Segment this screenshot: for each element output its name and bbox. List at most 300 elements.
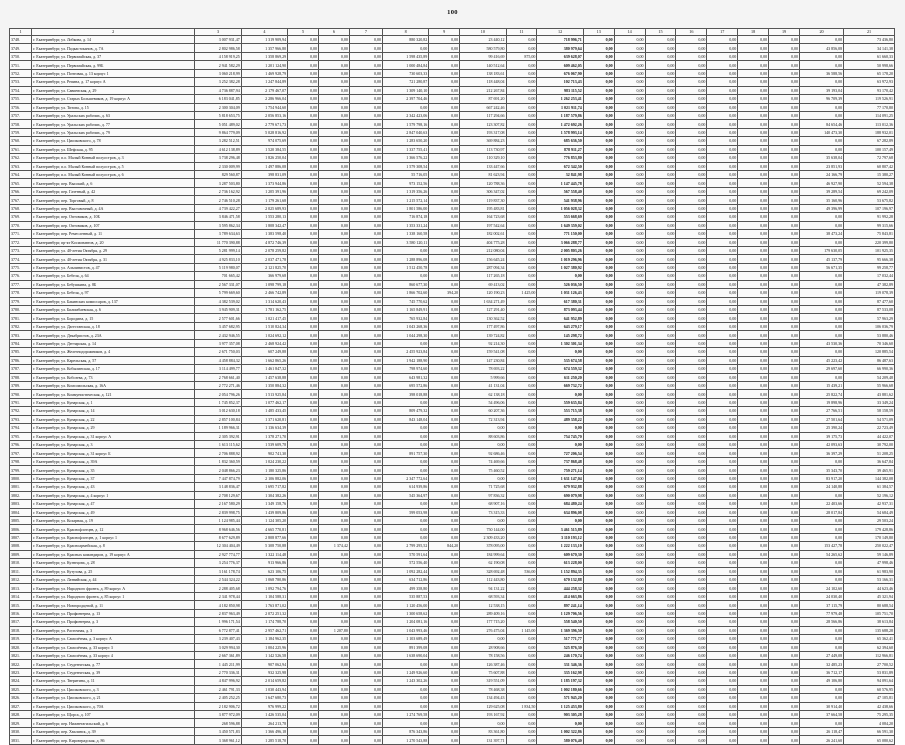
value-cell: 0,00 [614, 508, 645, 516]
value-cell: 609 462,05 [537, 61, 583, 69]
value-cell: 8 677 629,89 [195, 533, 241, 541]
table-row [10, 196, 895, 204]
value-cell: 28 017,84 [799, 508, 843, 516]
value-cell: 0,00 [349, 204, 382, 212]
row-number-cell: 3799. [10, 466, 32, 474]
value-cell: 1 187 579,86 [537, 111, 583, 119]
value-cell: 0,00 [583, 424, 614, 432]
value-cell: 0,00 [288, 69, 319, 77]
value-cell: 0,00 [676, 651, 707, 659]
value-cell: 0,00 [707, 246, 738, 254]
value-cell: 45 321,94 [844, 592, 895, 600]
value-cell: 0,00 [614, 230, 645, 238]
value-cell: 0,00 [645, 95, 676, 103]
value-cell: 0,00 [429, 533, 460, 541]
value-cell: 0,00 [645, 246, 676, 254]
value-cell: 0,00 [769, 432, 800, 440]
value-cell: 0,00 [583, 230, 614, 238]
row-number-cell: 3750. [10, 52, 32, 60]
value-cell: 0,00 [614, 449, 645, 457]
value-cell: 1 553 280,13 [241, 213, 287, 221]
value-cell: 0,00 [349, 272, 382, 280]
value-cell: 0,00 [769, 474, 800, 482]
value-cell: 0,00 [429, 221, 460, 229]
row-number-cell: 3816. [10, 609, 32, 617]
value-cell: 0,00 [769, 651, 800, 659]
value-cell: 0,00 [614, 187, 645, 195]
value-cell: 541 938,96 [537, 196, 583, 204]
row-number-cell: 3818. [10, 626, 32, 634]
value-cell: 0,00 [707, 668, 738, 676]
value-cell: 0,00 [429, 381, 460, 389]
value-cell: 643 981,32 [382, 373, 428, 381]
value-cell: 0,00 [382, 424, 428, 432]
row-number-cell: 3783. [10, 331, 32, 339]
value-cell: 0,00 [738, 230, 769, 238]
value-cell: 27 766,51 [799, 407, 843, 415]
value-cell: 0,00 [645, 255, 676, 263]
value-cell: 0,00 [769, 677, 800, 685]
value-cell: 880 320,82 [382, 36, 428, 44]
value-cell: 0,00 [614, 559, 645, 567]
value-cell: 0,00 [676, 331, 707, 339]
value-cell: 0,00 [614, 702, 645, 710]
value-cell: 1 184 962,35 [241, 635, 287, 643]
value-cell: 0,00 [645, 356, 676, 364]
value-cell: 0,00 [738, 500, 769, 508]
value-cell: 0,00 [614, 137, 645, 145]
value-cell: 0,00 [318, 516, 349, 524]
value-cell: 45 223,42 [799, 356, 843, 364]
value-cell: 0,00 [288, 128, 319, 136]
value-cell: 0,00 [645, 36, 676, 44]
value-cell: 1 314 620,43 [241, 297, 287, 305]
value-cell: 1 027 380,92 [537, 263, 583, 271]
row-number-cell: 3781. [10, 314, 32, 322]
value-cell: 0,00 [288, 255, 319, 263]
address-cell: г. Екатеринбург, ул. Кунарская, д. 14 [32, 407, 195, 415]
value-cell: 1 366 576,22 [382, 154, 428, 162]
value-cell: 36 647,84 [844, 457, 895, 465]
value-cell: 0,00 [707, 263, 738, 271]
value-cell: 0,00 [645, 348, 676, 356]
value-cell: 0,00 [288, 685, 319, 693]
data-table [9, 28, 895, 745]
value-cell: 0,00 [707, 390, 738, 398]
value-cell: 0,00 [429, 69, 460, 77]
value-cell: 0,00 [288, 651, 319, 659]
row-number-cell: 3826. [10, 694, 32, 702]
value-cell: 0,00 [537, 719, 583, 727]
table-row [10, 36, 895, 44]
value-cell: 2 330 009,99 [195, 162, 241, 170]
value-cell: 3 595 862,34 [195, 221, 241, 229]
value-cell: 0,00 [382, 441, 428, 449]
value-cell: 0,00 [318, 533, 349, 541]
address-cell: г. Екатеринбург, ул. Билимбаевская, д. 6 [32, 306, 195, 314]
value-cell: 26 118,47 [799, 727, 843, 735]
value-cell: 75 295,35 [844, 711, 895, 719]
address-cell: г. Екатеринбург, ул. Дагестанская, д. 18 [32, 322, 195, 330]
value-cell: 1 378 271,70 [241, 432, 287, 440]
value-cell: 0,00 [429, 677, 460, 685]
value-cell: 1 247 844,89 [241, 78, 287, 86]
value-cell: 0,00 [738, 711, 769, 719]
value-cell: 0,00 [769, 120, 800, 128]
value-cell: 0,00 [429, 483, 460, 491]
value-cell: 1 024 230,22 [241, 457, 287, 465]
value-cell: 0,00 [506, 145, 537, 153]
value-cell: 0,00 [645, 559, 676, 567]
value-cell: 39 289,54 [799, 187, 843, 195]
row-number-cell: 3769. [10, 213, 32, 221]
value-cell: 0,00 [645, 660, 676, 668]
value-cell: 1 754 944,60 [241, 103, 287, 111]
value-cell: 12 304 404,49 [195, 542, 241, 550]
value-cell: 126 387,46 [460, 660, 506, 668]
value-cell: 1 243 302,26 [382, 677, 428, 685]
value-cell: 0,00 [318, 398, 349, 406]
value-cell: 2 347 772,64 [382, 474, 428, 482]
value-cell: 0,00 [349, 52, 382, 60]
value-cell: 0,00 [349, 466, 382, 474]
value-cell: 1 142 526,58 [241, 651, 287, 659]
value-cell: 0,00 [614, 685, 645, 693]
value-cell: 0,00 [738, 694, 769, 702]
value-cell: 0,00 [506, 111, 537, 119]
value-cell: 68 907,16 [460, 500, 506, 508]
value-cell: 0,00 [707, 542, 738, 550]
value-cell: 0,00 [614, 61, 645, 69]
value-cell: 0,00 [429, 466, 460, 474]
value-cell: 0,00 [583, 322, 614, 330]
value-cell: 0,00 [799, 289, 843, 297]
row-number-cell: 3756. [10, 103, 32, 111]
value-cell: 0,00 [614, 246, 645, 254]
value-cell: 0,00 [614, 289, 645, 297]
value-cell: 24 102,60 [799, 584, 843, 592]
value-cell: 0,00 [676, 36, 707, 44]
value-cell: 0,00 [738, 61, 769, 69]
value-cell: 643 279,17 [537, 322, 583, 330]
value-cell: 0,00 [583, 719, 614, 727]
column-header: 13 [583, 29, 614, 36]
value-cell: 0,00 [506, 635, 537, 643]
value-cell: 0,00 [349, 618, 382, 626]
value-cell: 0,00 [645, 331, 676, 339]
value-cell: 0,00 [349, 297, 382, 305]
row-number-cell: 3751. [10, 61, 32, 69]
row-number-cell: 3770. [10, 221, 32, 229]
value-cell: 0,00 [799, 52, 843, 60]
table-row [10, 626, 895, 634]
value-cell: 0,00 [506, 736, 537, 744]
value-cell: 0,00 [288, 61, 319, 69]
row-number-cell: 3794. [10, 424, 32, 432]
value-cell: 47 105,81 [844, 694, 895, 702]
value-cell: 0,00 [769, 272, 800, 280]
address-cell: г. Екатеринбург, пер. Кировградская, д. 86 [32, 736, 195, 744]
value-cell: 0,00 [799, 306, 843, 314]
value-cell: 0,00 [769, 719, 800, 727]
value-cell: 0,00 [614, 213, 645, 221]
value-cell: 0,00 [288, 36, 319, 44]
value-cell: 976 999,22 [241, 702, 287, 710]
value-cell: 0,00 [583, 44, 614, 52]
value-cell: 0,00 [429, 162, 460, 170]
value-cell: 0,00 [769, 415, 800, 423]
value-cell: 0,00 [769, 331, 800, 339]
value-cell: 0,00 [769, 213, 800, 221]
table-row [10, 432, 895, 440]
value-cell: 0,00 [645, 466, 676, 474]
value-cell: 0,00 [349, 660, 382, 668]
value-cell: 41 131,04 [460, 381, 506, 389]
table-row [10, 711, 895, 719]
address-cell: г. Екатеринбург, ул. Кузнецова, д. 28 [32, 559, 195, 567]
value-cell: 0,00 [318, 272, 349, 280]
row-number-cell: 3755. [10, 95, 32, 103]
value-cell: 0,00 [288, 407, 319, 415]
value-cell: 0,00 [349, 128, 382, 136]
value-cell: 0,00 [769, 559, 800, 567]
value-cell: 92 686,46 [460, 449, 506, 457]
value-cell: 54 571,09 [844, 415, 895, 423]
value-cell: 250 022,47 [844, 542, 895, 550]
value-cell: 0,00 [645, 719, 676, 727]
value-cell: 0,00 [506, 137, 537, 145]
value-cell: 0,00 [349, 643, 382, 651]
value-cell: 0,00 [645, 727, 676, 735]
value-cell: 0,00 [288, 432, 319, 440]
value-cell: 0,00 [288, 474, 319, 482]
value-cell: 0,00 [645, 525, 676, 533]
value-cell: 0,00 [583, 651, 614, 659]
value-cell: 0,00 [707, 626, 738, 634]
value-cell: 0,00 [676, 635, 707, 643]
row-number-cell: 3814. [10, 592, 32, 600]
address-cell: г. Екатеринбург, ул. Студенческая, д. 77 [32, 660, 195, 668]
address-cell: г. Екатеринбург, ул. Кунарская, д. 31 корпус А [32, 432, 195, 440]
value-cell: 0,00 [349, 120, 382, 128]
value-cell: 0,00 [288, 601, 319, 609]
address-cell: г. Екатеринбург, ул. Первомайская, д. 37 [32, 52, 195, 60]
value-cell: 0,00 [769, 457, 800, 465]
value-cell: 0,00 [676, 280, 707, 288]
value-cell: 0,00 [349, 390, 382, 398]
value-cell: 1 262 253,41 [537, 95, 583, 103]
row-number-cell: 3809. [10, 550, 32, 558]
value-cell: 0,00 [318, 466, 349, 474]
column-header: 19 [769, 29, 800, 36]
address-cell: г. Екатеринбург, ул. Кобылинская, д. 17 [32, 365, 195, 373]
value-cell: 0,00 [676, 204, 707, 212]
value-cell: 0,00 [429, 727, 460, 735]
value-cell: 0,00 [429, 491, 460, 499]
value-cell: 1 283 650,20 [382, 137, 428, 145]
value-cell: 0,00 [769, 145, 800, 153]
value-cell: 0,00 [738, 584, 769, 592]
value-cell: 2 455 923,84 [382, 348, 428, 356]
value-cell: 1 021 911,74 [537, 103, 583, 111]
value-cell: 24 030,40 [799, 592, 843, 600]
row-number-cell: 3775. [10, 263, 32, 271]
value-cell: 1 662 865,26 [241, 356, 287, 364]
value-cell: 1 808 342,47 [241, 221, 287, 229]
value-cell: 4 158 919,25 [195, 52, 241, 60]
value-cell: 0,00 [288, 44, 319, 52]
value-cell: 0,00 [799, 36, 843, 44]
value-cell: 1 485 433,45 [241, 407, 287, 415]
value-cell: 0,00 [583, 78, 614, 86]
value-cell: 0,00 [738, 525, 769, 533]
value-cell: 535 887,53 [382, 592, 428, 600]
address-cell: г. Екатеринбург, ул. Альпинистов, д. 47 [32, 263, 195, 271]
value-cell: 246 170,74 [537, 651, 583, 659]
value-cell: 0,00 [349, 314, 382, 322]
value-cell: 0,00 [676, 542, 707, 550]
value-cell: 0,00 [429, 643, 460, 651]
value-cell: 0,00 [288, 263, 319, 271]
table-row [10, 601, 895, 609]
value-cell: 676 067,90 [537, 69, 583, 77]
value-cell: 0,00 [676, 449, 707, 457]
value-cell: 0,00 [288, 491, 319, 499]
value-cell: 0,00 [645, 474, 676, 482]
value-cell: 0,00 [318, 196, 349, 204]
value-cell: 0,00 [769, 390, 800, 398]
value-cell: 0,00 [769, 500, 800, 508]
value-cell: 0,00 [349, 533, 382, 541]
value-cell: 0,00 [769, 483, 800, 491]
value-cell: 0,00 [288, 221, 319, 229]
value-cell: 0,00 [583, 398, 614, 406]
value-cell: 0,00 [614, 120, 645, 128]
value-cell: 59 146,89 [844, 550, 895, 558]
value-cell: 3 846 471,58 [195, 213, 241, 221]
value-cell: 1 826 250,04 [241, 154, 287, 162]
value-cell: 2 577 601,66 [195, 314, 241, 322]
value-cell: 0,00 [738, 381, 769, 389]
value-cell: 0,00 [288, 120, 319, 128]
value-cell: 0,00 [676, 567, 707, 575]
value-cell: 0,00 [738, 187, 769, 195]
value-cell: 0,00 [738, 424, 769, 432]
value-cell: 1 579 798,16 [382, 120, 428, 128]
value-cell: 0,00 [429, 390, 460, 398]
value-cell: 0,00 [707, 297, 738, 305]
address-cell: г. Екатеринбург, ул. Латвийская, д. 44 [32, 576, 195, 584]
value-cell: 0,00 [738, 373, 769, 381]
value-cell: 0,00 [769, 449, 800, 457]
value-cell: 0,00 [583, 508, 614, 516]
value-cell: 0,00 [318, 339, 349, 347]
value-cell: 0,00 [429, 230, 460, 238]
value-cell: 57 963,29 [844, 314, 895, 322]
value-cell: 2 941 582,29 [195, 61, 241, 69]
value-cell: 0,00 [429, 322, 460, 330]
address-cell: г. Екатеринбург, пер. Нижнетагильский, д. 6 [32, 719, 195, 727]
value-cell: 0,00 [707, 592, 738, 600]
table-row [10, 618, 895, 626]
value-cell: 0,00 [769, 204, 800, 212]
value-cell: 0,00 [738, 449, 769, 457]
row-number-cell: 3793. [10, 415, 32, 423]
value-cell: 0,00 [288, 373, 319, 381]
value-cell: 0,00 [318, 491, 349, 499]
value-cell: 1 092 794,76 [241, 584, 287, 592]
value-cell: 0,00 [707, 424, 738, 432]
value-cell: 66 591,30 [844, 727, 895, 735]
value-cell: 47 998,46 [844, 559, 895, 567]
value-cell: 0,00 [506, 542, 537, 550]
value-cell: 0,00 [707, 272, 738, 280]
address-cell: г. Екатеринбург, ул. Краснофлотцев, д. 1 корпус 1 [32, 533, 195, 541]
value-cell: 100 157,49 [844, 145, 895, 153]
table-row [10, 576, 895, 584]
value-cell: 0,00 [318, 263, 349, 271]
value-cell: 0,00 [429, 255, 460, 263]
value-cell: 156 645,24 [460, 255, 506, 263]
address-cell: г. Екатеринбург, ул. Кунарская, д. 39А [32, 457, 195, 465]
value-cell: 0,00 [799, 314, 843, 322]
value-cell: 0,00 [738, 685, 769, 693]
table-row [10, 635, 895, 643]
value-cell: 0,00 [614, 238, 645, 246]
value-cell: 212 080,04 [460, 246, 506, 254]
value-cell: 0,00 [769, 44, 800, 52]
value-cell: 120 190,23 [460, 289, 506, 297]
address-cell: г. Екатеринбург, ул. Бородина, д. 15 [32, 314, 195, 322]
value-cell: 0,00 [645, 635, 676, 643]
value-cell: 44 422,07 [844, 432, 895, 440]
value-cell: 54 265,62 [799, 550, 843, 558]
value-cell: 35 343,70 [799, 466, 843, 474]
value-cell: 0,00 [583, 196, 614, 204]
value-cell: 99 258,77 [844, 263, 895, 271]
value-cell: 135 688,28 [844, 626, 895, 634]
value-cell: 2 466 742,89 [241, 289, 287, 297]
value-cell: 0,00 [318, 576, 349, 584]
value-cell: 0,00 [506, 162, 537, 170]
value-cell: 0,00 [707, 567, 738, 575]
value-cell: 73 315,33 [460, 508, 506, 516]
value-cell: 0,00 [738, 727, 769, 735]
value-cell: 0,00 [707, 373, 738, 381]
value-cell: 0,00 [583, 356, 614, 364]
value-cell: 3 012 630,18 [195, 407, 241, 415]
value-cell: 0,00 [707, 525, 738, 533]
value-cell: 0,00 [506, 120, 537, 128]
value-cell: 195 483,81 [460, 204, 506, 212]
value-cell: 117 265,18 [460, 272, 506, 280]
value-cell: 0,00 [288, 609, 319, 617]
value-cell: 75 607,88 [460, 668, 506, 676]
value-cell: 0,00 [288, 702, 319, 710]
value-cell: 0,00 [349, 567, 382, 575]
value-cell: 0,00 [349, 86, 382, 94]
value-cell: 0,00 [676, 86, 707, 94]
value-cell: 0,00 [506, 238, 537, 246]
value-cell: 0,00 [318, 736, 349, 744]
value-cell: 0,00 [769, 576, 800, 584]
column-header: 3 [195, 29, 241, 36]
value-cell: 147 230,84 [460, 356, 506, 364]
value-cell: 0,00 [645, 196, 676, 204]
row-number-cell: 3782. [10, 322, 32, 330]
value-cell: 2 772 271,46 [195, 381, 241, 389]
value-cell: 716 874,18 [382, 213, 428, 221]
